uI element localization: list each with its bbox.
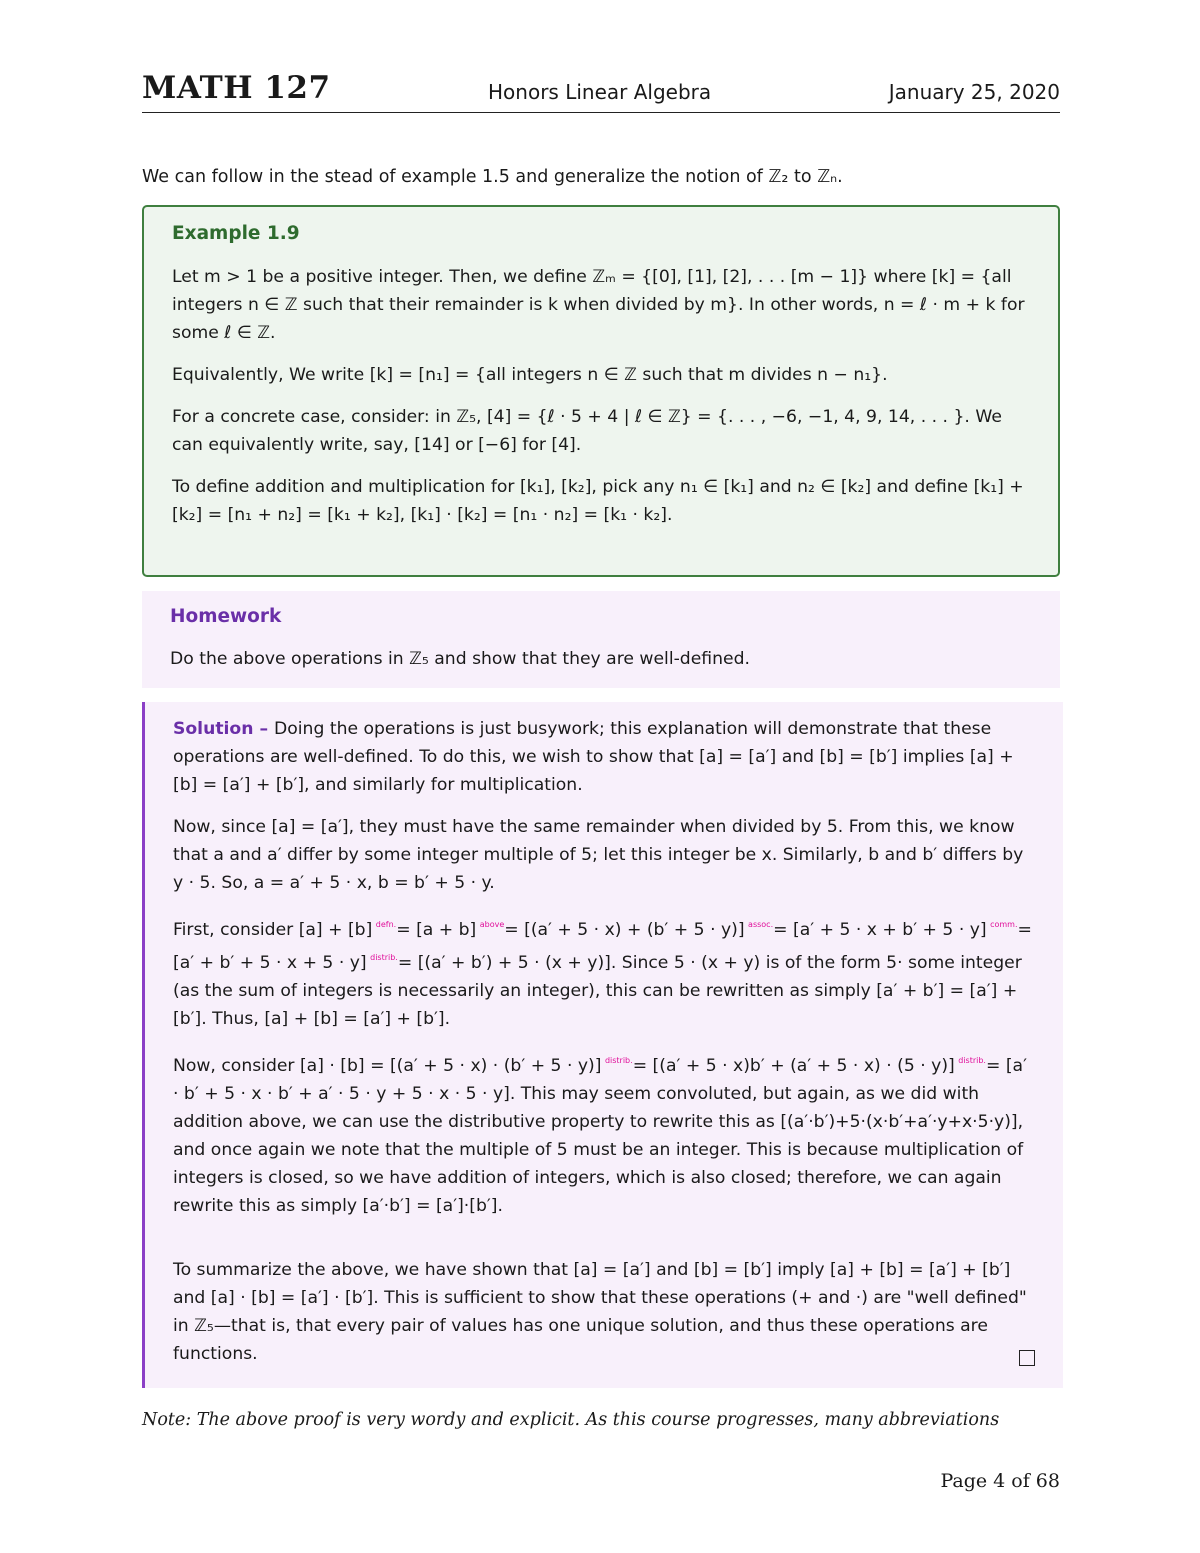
equation-text: = [a′ · b′ + 5 · x · b′ + a′ · 5 · y + 5 · x · 5 · y]. This may seem convoluted, but again, as we did with addition above, we can use the distributive property to rewrite this as [(a′·b′)+5·(x·b′+a′·y+x·5·y)], and once again we note that the multiple of 5 must be an integer. This is because multiplication of integers is closed, so we have addition of integers, which is also closed; therefore, we can again rewrite this as simply [a′·b′] = [a′]·[b′]. bbox=[173, 1056, 1027, 1216]
solution-text: Doing the operations is just busywork; this explanation will demonstrate that these operations are well-defined. To do this, we wish to show that [a] = [a′] and [b] = [b′] implies [a] + [b] = [a′] + [b′], and similarly for multiplication. bbox=[173, 719, 1014, 795]
solution-paragraph bbox=[173, 911, 1035, 1033]
example-paragraph: Let m > 1 be a positive integer. Then, we define ℤₘ = {[0], [1], [2], . . . [m − 1]} where [k] = {all integers n ∈ ℤ such that their remainder is k when divided by m}. In other words, n = ℓ · m + k for some ℓ ∈ ℤ. bbox=[172, 267, 1025, 343]
solution-paragraph bbox=[173, 715, 1035, 799]
equation-text: = [a + b] bbox=[396, 920, 482, 940]
equation-text: Now, consider [a] · [b] = [(a′ + 5 · x) · (b′ + 5 · y)] bbox=[173, 1056, 607, 1076]
equation-text: = [a′ + b′ + 5 · x + 5 · y] bbox=[173, 920, 1032, 973]
header-date: January 25, 2020 bbox=[888, 80, 1060, 104]
equation-text: First, consider [a] + [b] bbox=[173, 920, 378, 940]
homework-text: Do the above operations in ℤ₅ and show that they are well-defined. bbox=[170, 649, 750, 669]
annotation-above: above bbox=[479, 920, 505, 929]
annotation-distrib: distrib. bbox=[370, 953, 398, 962]
equation-text: = [(a′ + b′) + 5 · (x + y)]. Since 5 · (x + y) is of the form 5· some integer (as the sum of integers is necessarily an integer), this can be rewritten as simply [a′ + b′] = [a′] + [b′]. Thus, [a] + [b] = [a′] + [b′]. bbox=[173, 953, 1022, 1029]
example-title: Example 1.9 bbox=[172, 223, 300, 244]
solution-dash: – bbox=[253, 719, 275, 739]
note-text: Note: The above proof is very wordy and explicit. As this course progresses, many abbreviations bbox=[142, 1410, 1000, 1430]
solution-paragraph bbox=[173, 1047, 1035, 1220]
homework-box bbox=[142, 591, 1060, 688]
page-number: Page 4 of 68 bbox=[940, 1470, 1060, 1492]
page-header bbox=[142, 64, 1060, 113]
solution-paragraph: To summarize the above, we have shown that [a] = [a′] and [b] = [b′] imply [a] + [b] = [a′] + [b′] and [a] · [b] = [a′] · [b′]. This is sufficient to show that these operations (+ and ·) are "well defined" in ℤ₅—that is, that every pair of values has one unique solution, and thus these operations are functions. bbox=[173, 1260, 1027, 1364]
example-paragraph: For a concrete case, consider: in ℤ₅, [4] = {ℓ · 5 + 4 | ℓ ∈ ℤ} = {. . . , −6, −1, 4, 9, 14, . . . }. We can equivalently write, say, [14] or [−6] for [4]. bbox=[172, 407, 1002, 455]
annotation-defn: defn. bbox=[375, 920, 397, 929]
annotation-assoc: assoc. bbox=[748, 920, 774, 929]
annotation-comm: comm. bbox=[990, 920, 1018, 929]
solution-body bbox=[173, 715, 1035, 1382]
annotation-distrib: distrib. bbox=[604, 1056, 633, 1065]
example-box bbox=[142, 205, 1060, 577]
intro-paragraph: We can follow in the stead of example 1.5 and generalize the notion of ℤ₂ to ℤₙ. bbox=[142, 167, 843, 187]
solution-paragraph: Now, since [a] = [a′], they must have the same remainder when divided by 5. From this, we know that a and a′ differ by some integer multiple of 5; let this integer be x. Similarly, b and b′ differs by y · 5. So, a = a′ + 5 · x, b = b′ + 5 · y. bbox=[173, 817, 1024, 893]
example-paragraph: To define addition and multiplication for [k₁], [k₂], pick any n₁ ∈ [k₁] and n₂ ∈ [k₂] and define [k₁] + [k₂] = [n₁ + n₂] = [k₁ + k₂], [k₁] · [k₂] = [n₁ · n₂] = [k₁ · k₂]. bbox=[172, 477, 1024, 525]
equation-text: = [a′ + 5 · x + b′ + 5 · y] bbox=[773, 920, 993, 940]
qed-square-icon bbox=[1019, 1350, 1035, 1366]
example-body bbox=[172, 263, 1034, 543]
equation-text: = [(a′ + 5 · x)b′ + (a′ + 5 · x) · (5 · y)] bbox=[632, 1056, 961, 1076]
solution-box bbox=[142, 702, 1063, 1388]
annotation-distrib: distrib. bbox=[958, 1056, 986, 1065]
example-paragraph: Equivalently, We write [k] = [n₁] = {all integers n ∈ ℤ such that m divides n − n₁}. bbox=[172, 365, 888, 385]
course-code: MATH 127 bbox=[142, 70, 331, 106]
solution-title: Solution bbox=[173, 719, 254, 739]
homework-title: Homework bbox=[170, 606, 282, 627]
equation-text: = [(a′ + 5 · x) + (b′ + 5 · y)] bbox=[504, 920, 751, 940]
course-title: Honors Linear Algebra bbox=[488, 80, 712, 104]
